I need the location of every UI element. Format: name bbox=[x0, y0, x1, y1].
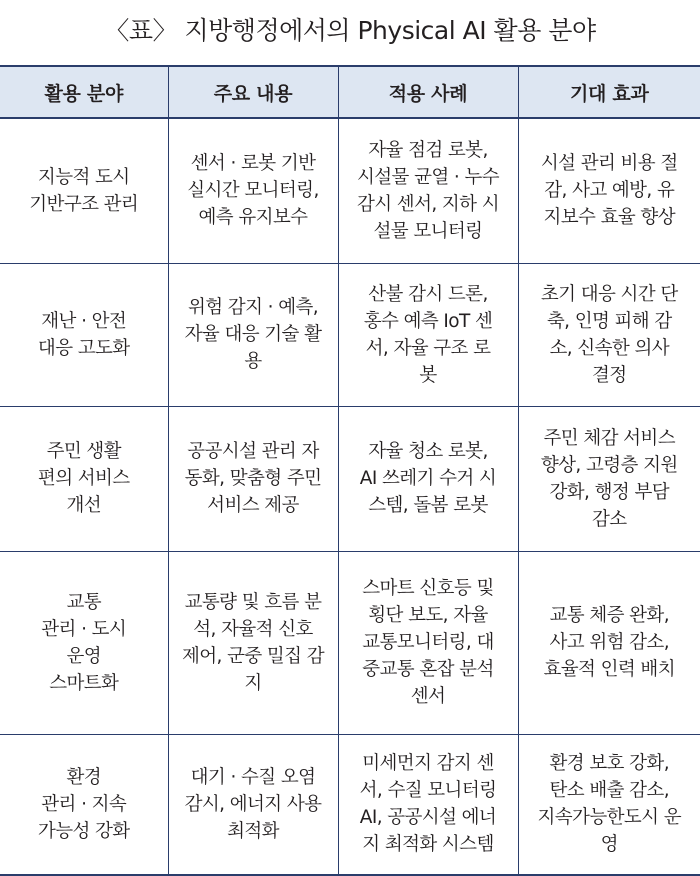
cell-line: 스마트 신호등 및 bbox=[362, 578, 494, 599]
cell-line: AI 쓰레기 수거 시 bbox=[359, 468, 497, 489]
cell-line: 시설 관리 비용 절 bbox=[540, 153, 678, 175]
cell-line: 횡단 보도, 자율 bbox=[368, 605, 488, 626]
table-row bbox=[0, 551, 700, 734]
cell-line: 설물 모니터링 bbox=[373, 220, 483, 242]
cell-content bbox=[168, 734, 338, 875]
cell-line: 용 bbox=[244, 351, 262, 372]
cell-line: 산불 감시 드론, bbox=[368, 283, 488, 305]
cell-line: 지속가능한도시 운 bbox=[537, 807, 681, 829]
cell-line: 감시, 에너지 사용 bbox=[184, 793, 322, 815]
cell-line: 감소 bbox=[591, 508, 627, 530]
cell-line: 교통 체증 완화, bbox=[549, 605, 669, 626]
cell-line: 감, 사고 예방, 유 bbox=[544, 180, 675, 202]
table-row bbox=[0, 263, 700, 406]
cell-line: 기반구조 관리 bbox=[29, 193, 139, 215]
header-field: 활용 분야 bbox=[0, 66, 168, 118]
table-row bbox=[0, 406, 700, 551]
cell-line: 센서 bbox=[410, 686, 446, 707]
cell-cases bbox=[338, 551, 518, 734]
cell-effects bbox=[518, 406, 700, 551]
cell-line: 서비스 제공 bbox=[207, 495, 299, 516]
cell-line: 환경 보호 강화, bbox=[549, 753, 669, 775]
cell-line: 지능적 도시 bbox=[37, 166, 130, 188]
cell-field bbox=[0, 118, 168, 263]
cell-line: 교통 bbox=[66, 591, 102, 613]
cell-line: 중교통 혼잡 분석 bbox=[362, 659, 494, 680]
cell-cases bbox=[338, 118, 518, 263]
cell-line: 대기 · 수질 오염 bbox=[190, 766, 316, 788]
cell-line: 소, 신속한 의사 bbox=[549, 337, 669, 359]
cell-line: 위험 감지 · 예측, bbox=[187, 297, 319, 318]
cell-line: 효율적 인력 배치 bbox=[543, 659, 675, 680]
cell-line: 홍수 예측 IoT 센 bbox=[363, 310, 493, 332]
cell-line: 초기 대응 시간 단 bbox=[540, 283, 678, 305]
cell-line: 제어, 군중 밀집 감 bbox=[181, 645, 325, 667]
cell-line: 관리 · 도시 bbox=[41, 618, 127, 640]
cell-line: 감시 센서, 지하 시 bbox=[356, 193, 500, 215]
table-title: 〈표〉 지방행정에서의 Physical AI 활용 분야 bbox=[104, 16, 596, 45]
cell-line: 재난 · 안전 bbox=[41, 310, 127, 332]
cell-content bbox=[168, 406, 338, 551]
cell-field bbox=[0, 406, 168, 551]
cell-line: 공공시설 관리 자 bbox=[187, 441, 319, 462]
header-cases: 적용 사례 bbox=[338, 66, 518, 118]
cell-line: 예측 유지보수 bbox=[198, 207, 308, 229]
cell-field bbox=[0, 734, 168, 875]
cell-line: 지보수 효율 향상 bbox=[543, 207, 675, 229]
physical-ai-table bbox=[0, 65, 700, 876]
cell-line: 센서 · 로봇 기반 bbox=[190, 153, 316, 175]
cell-line: 개선 bbox=[66, 495, 102, 516]
cell-line: 서, 자율 구조 로 bbox=[365, 337, 491, 359]
cell-line: 교통량 및 흐름 분 bbox=[184, 591, 322, 613]
cell-line: 미세먼지 감지 센 bbox=[362, 753, 494, 775]
cell-line: 실시간 모니터링, bbox=[187, 180, 319, 202]
cell-line: 동화, 맞춤형 주민 bbox=[184, 468, 322, 489]
cell-line: 봇 bbox=[419, 364, 437, 386]
table-header-row bbox=[0, 66, 700, 118]
cell-effects bbox=[518, 551, 700, 734]
cell-effects bbox=[518, 118, 700, 263]
cell-line: 지 bbox=[244, 672, 262, 694]
header-content: 주요 내용 bbox=[168, 66, 338, 118]
cell-line: 자율 점검 로봇, bbox=[368, 139, 488, 161]
cell-field bbox=[0, 551, 168, 734]
cell-line: 향상, 고령층 지원 bbox=[540, 454, 678, 476]
cell-line: 축, 인명 피해 감 bbox=[546, 310, 672, 332]
table-row bbox=[0, 734, 700, 875]
cell-line: 시설물 균열 · 누수 bbox=[356, 166, 500, 188]
cell-effects bbox=[518, 734, 700, 875]
table-row bbox=[0, 118, 700, 263]
cell-line: 자율 청소 로봇, bbox=[368, 441, 488, 462]
cell-line: 영 bbox=[600, 834, 618, 856]
cell-line: 가능성 강화 bbox=[37, 820, 130, 842]
cell-line: 탄소 배출 감소, bbox=[549, 780, 669, 802]
cell-content bbox=[168, 263, 338, 406]
cell-line: 최적화 bbox=[227, 820, 279, 842]
cell-cases bbox=[338, 263, 518, 406]
cell-line: 석, 자율적 신호 bbox=[193, 618, 313, 640]
cell-line: 편의 서비스 bbox=[37, 468, 130, 489]
cell-line: 사고 위험 감소, bbox=[549, 632, 669, 653]
cell-line: 환경 bbox=[66, 766, 102, 788]
cell-line: 주민 체감 서비스 bbox=[543, 427, 675, 449]
cell-line: 운영 bbox=[66, 645, 102, 667]
cell-line: 자율 대응 기술 활 bbox=[184, 324, 322, 345]
cell-line: 서, 수질 모니터링 bbox=[359, 780, 497, 802]
cell-line: 스템, 돌봄 로봇 bbox=[368, 495, 488, 516]
cell-line: 강화, 행정 부담 bbox=[549, 481, 669, 503]
header-effects: 기대 효과 bbox=[518, 66, 700, 118]
cell-line: 교통모니터링, 대 bbox=[362, 632, 494, 653]
cell-line: 대응 고도화 bbox=[37, 337, 130, 359]
cell-line: 스마트화 bbox=[49, 672, 119, 694]
cell-line: AI, 공공시설 에너 bbox=[359, 807, 497, 829]
cell-line: 결정 bbox=[591, 364, 627, 386]
cell-content bbox=[168, 551, 338, 734]
cell-line: 관리 · 지속 bbox=[41, 793, 127, 815]
cell-content bbox=[168, 118, 338, 263]
cell-cases bbox=[338, 734, 518, 875]
cell-field bbox=[0, 263, 168, 406]
cell-cases bbox=[338, 406, 518, 551]
cell-line: 주민 생활 bbox=[46, 441, 121, 462]
cell-line: 지 최적화 시스템 bbox=[362, 834, 494, 856]
cell-effects bbox=[518, 263, 700, 406]
